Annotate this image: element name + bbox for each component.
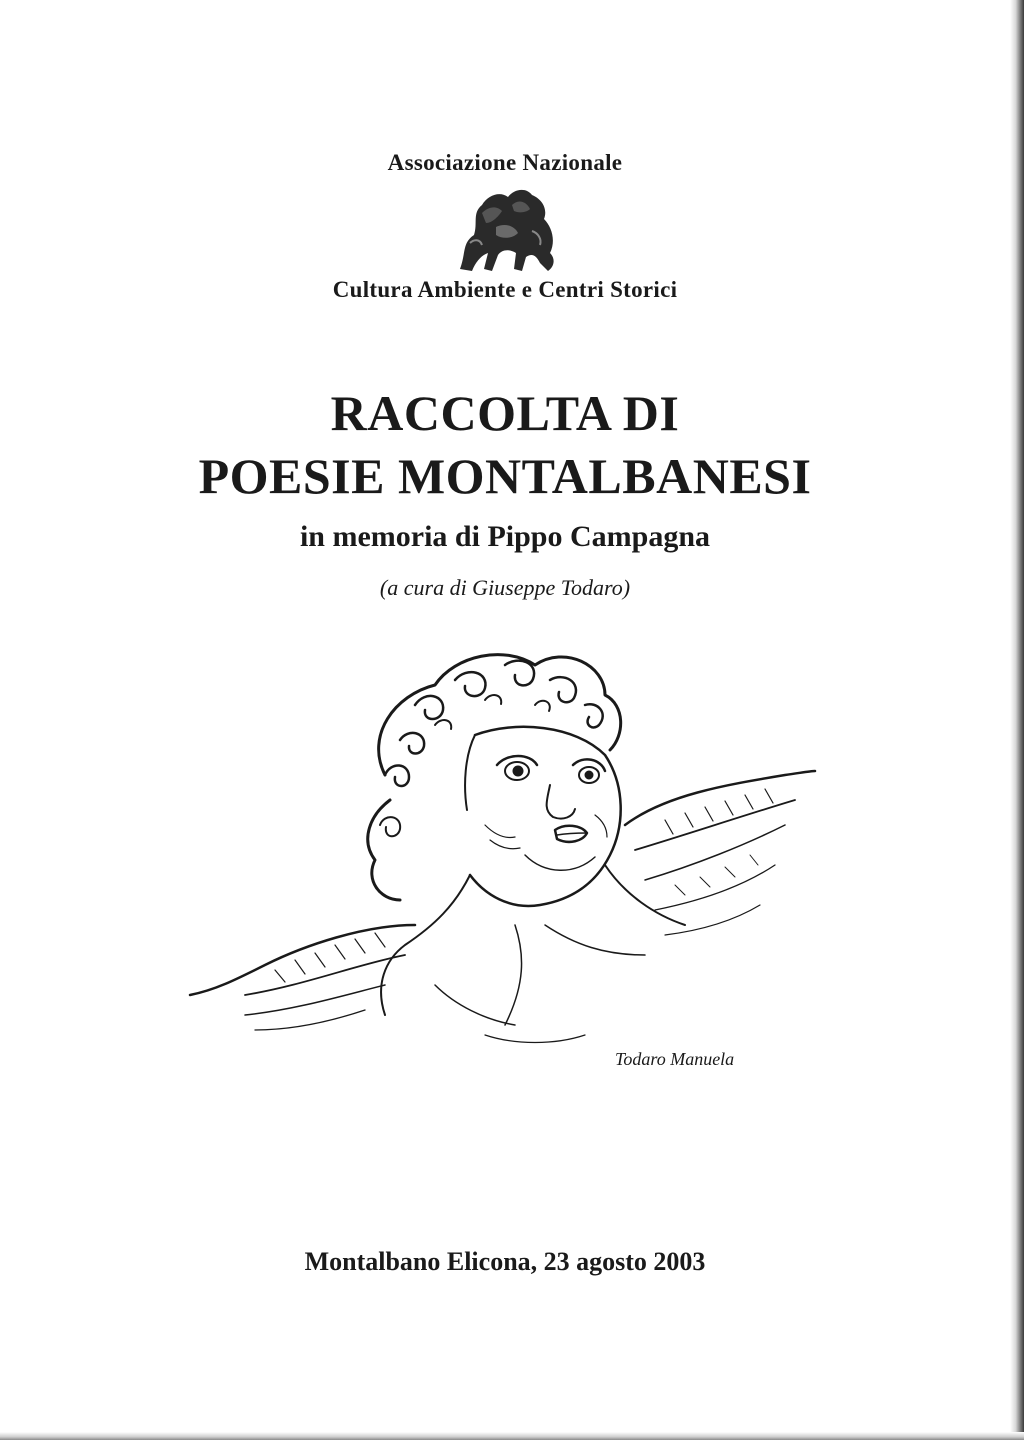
title-line-2: POESIE MONTALBANESI — [198, 448, 812, 504]
organization-name-line-2: Cultura Ambiente e Centri Storici — [332, 277, 678, 302]
paper-edge-shadow — [1010, 0, 1024, 1440]
paper-bottom-shadow — [0, 1432, 1024, 1440]
editor-credit: (a cura di Giuseppe Todaro) — [379, 575, 631, 600]
place-and-date: Montalbano Elicona, 23 agosto 2003 — [304, 1247, 706, 1276]
cherub-drawing — [185, 625, 825, 1125]
artist-signature: Todaro Manuela — [615, 1049, 735, 1069]
subtitle: in memoria di Pippo Campagna — [299, 520, 711, 553]
association-emblem-icon — [452, 183, 562, 275]
title-line-1: RACCOLTA DI — [330, 385, 680, 441]
organization-name-line-1: Associazione Nazionale — [387, 150, 623, 175]
